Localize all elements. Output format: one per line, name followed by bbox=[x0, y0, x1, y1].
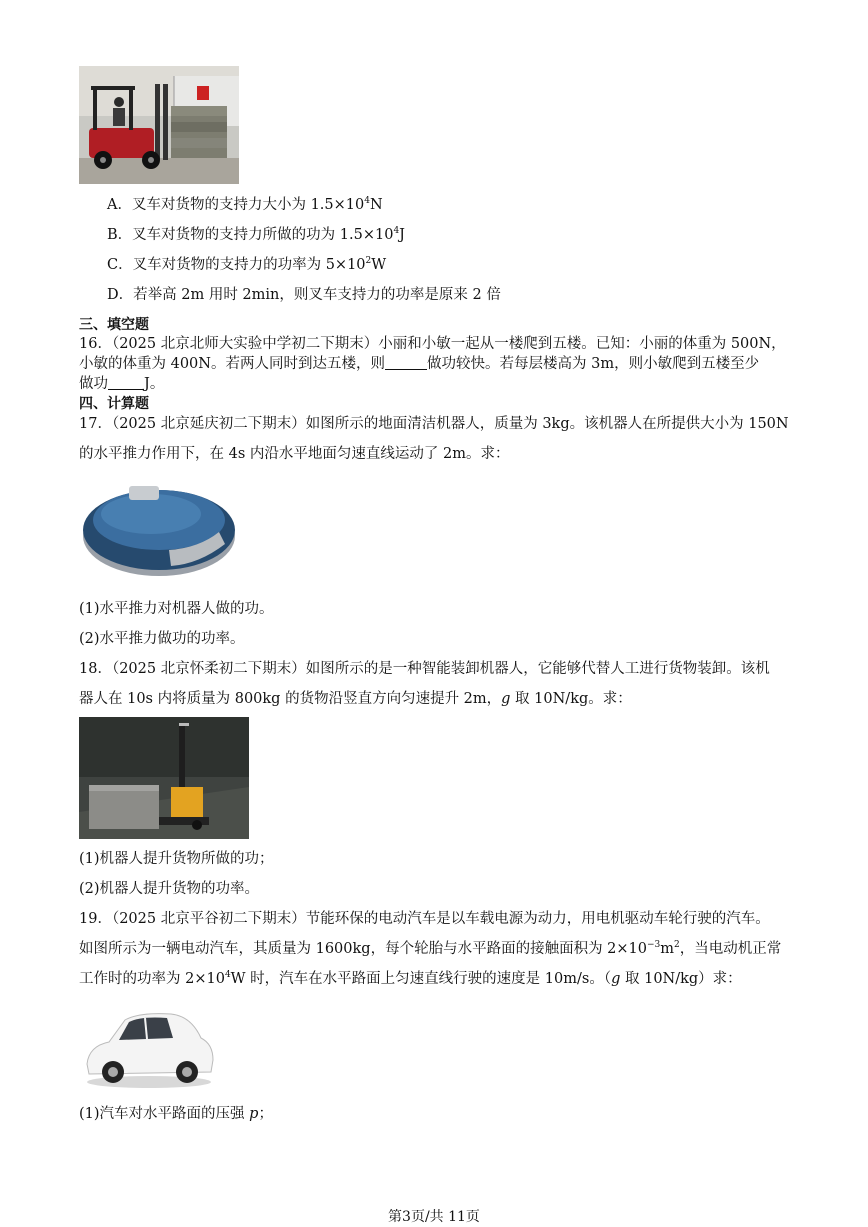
electric-car-photo bbox=[79, 1002, 219, 1092]
q18-sub2: (2)机器人提升货物的功率。 bbox=[79, 881, 260, 897]
forklift-photo bbox=[79, 66, 239, 184]
q19-line2: 如图所示为一辆电动汽车，其质量为 1600kg，每个轮胎与水平路面的接触面积为 $2\times 10^{-3}m^2$，当电动机正常 bbox=[79, 940, 782, 957]
q19-sub1: (1)汽车对水平路面的压强 p； bbox=[79, 1106, 273, 1122]
q18-line1: 18．（2025 北京怀柔初二下期末）如图所示的是一种智能装卸机器人，它能够代替人工进行货物装卸。该机 bbox=[79, 661, 770, 677]
section-heading-calculation: 四、计算题 bbox=[79, 396, 149, 412]
option-a: A．叉车对货物的支持力大小为 $1.5\times 10^4N$ bbox=[107, 196, 383, 213]
q17-line2: 的水平推力作用下，在 4s 内沿水平地面匀速直线运动了 2m。求： bbox=[79, 446, 510, 462]
q16-line2: 小敏的体重为 400N。若两人同时到达五楼，则 做功较快。若每层楼高为 3m，则小敏爬到五楼至少 bbox=[79, 356, 760, 372]
q18-line2: 器人在 10s 内将质量为 800kg 的货物沿竖直方向匀速提升 2m，g 取 10N/kg。求： bbox=[79, 691, 632, 707]
answer-blank-2[interactable] bbox=[108, 375, 144, 390]
loading-robot-photo bbox=[79, 717, 249, 839]
q18-sub1: (1)机器人提升货物所做的功； bbox=[79, 851, 274, 867]
q19-line1: 19．（2025 北京平谷初二下期末）节能环保的电动汽车是以车载电源为动力，用电机驱动车轮行驶的汽车。 bbox=[79, 911, 770, 927]
option-d: D．若举高 2m 用时 2min，则叉车支持力的功率是原来 2 倍 bbox=[107, 287, 501, 303]
q17-line1: 17．（2025 北京延庆初二下期末）如图所示的地面清洁机器人，质量为 3kg。该机器人在所提供大小为 150N bbox=[79, 416, 789, 432]
q17-sub2: (2)水平推力做功的功率。 bbox=[79, 631, 245, 647]
section-heading-fill-blank: 三、填空题 bbox=[79, 317, 149, 333]
option-c: C．叉车对货物的支持力的功率为 $5\times 10^2W$ bbox=[107, 256, 387, 273]
q16-line3: 做功 J。 bbox=[79, 376, 165, 392]
q16-line1: 16．（2025 北京北师大实验中学初二下期末）小丽和小敏一起从一楼爬到五楼。已知：小丽的体重为 500N， bbox=[79, 336, 786, 352]
q17-sub1: (1)水平推力对机器人做的功。 bbox=[79, 601, 274, 617]
robot-vacuum-photo bbox=[79, 472, 239, 584]
answer-blank-1[interactable] bbox=[385, 355, 427, 370]
option-b: B．叉车对货物的支持力所做的功为 $1.5\times 10^4J$ bbox=[107, 226, 405, 243]
q19-line3: 工作时的功率为 $2\times 10^4W$ 时，汽车在水平路面上匀速直线行驶的速度是 10m/s。（g 取 10N/kg）求： bbox=[79, 970, 742, 987]
page-number: 第3页/共 11页 bbox=[388, 1209, 480, 1225]
